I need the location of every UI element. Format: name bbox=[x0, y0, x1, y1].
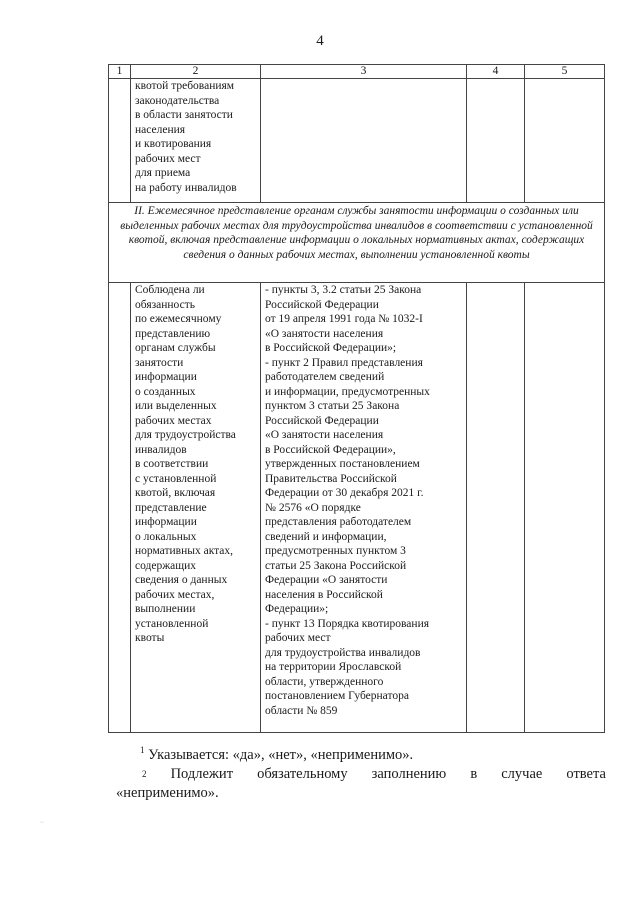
text-line: на работу инвалидов bbox=[135, 181, 237, 194]
text-line: Российской Федерации bbox=[265, 298, 379, 311]
text-line: рабочих местах bbox=[135, 414, 212, 427]
text-line: с установленной bbox=[135, 472, 217, 485]
text-line: от 19 апреля 1991 года № 1032-I bbox=[265, 313, 423, 325]
header-cell-5: 5 bbox=[525, 65, 605, 79]
text-line: населения в Российской bbox=[265, 588, 383, 601]
text-line: в соответствии bbox=[135, 458, 209, 470]
text-line: занятости bbox=[135, 356, 184, 369]
row1-col4 bbox=[467, 79, 525, 203]
text-line: представление bbox=[135, 501, 207, 514]
header-cell-1: 1 bbox=[109, 65, 131, 79]
text-line: обязанность bbox=[135, 298, 195, 311]
text-line: для приема bbox=[135, 167, 191, 179]
text-line: о созданных bbox=[135, 385, 196, 398]
text-line: № 2576 «О порядке bbox=[265, 501, 361, 514]
text-line: квоты bbox=[135, 632, 165, 644]
header-cell-2: 2 bbox=[131, 65, 261, 79]
row2-legal-basis bbox=[261, 283, 467, 733]
text-line: утвержденных постановлением bbox=[265, 458, 420, 470]
text-line: на территории Ярославской bbox=[265, 661, 402, 673]
text-line: рабочих мест bbox=[135, 152, 201, 165]
row2-answer-cell[interactable] bbox=[467, 283, 525, 733]
text-line: представления работодателем bbox=[265, 516, 412, 528]
text-line: инвалидов bbox=[135, 443, 187, 456]
text-line: Федерации»; bbox=[265, 603, 329, 615]
table-row bbox=[109, 283, 605, 733]
footnote-2-mark: 2 bbox=[142, 768, 147, 779]
text-line: Федерации «О занятости bbox=[265, 574, 388, 586]
header-cell-3: 3 bbox=[261, 65, 467, 79]
page-number: 4 bbox=[316, 33, 324, 49]
text-line: Российской Федерации bbox=[265, 414, 379, 427]
row2-question-text bbox=[135, 283, 256, 646]
text-line: органам службы bbox=[135, 342, 216, 354]
text-line: Федерации от 30 декабря 2021 г. bbox=[265, 487, 424, 499]
footnote-2-word: обязательному bbox=[257, 765, 348, 782]
footnote-2-word: заполнению bbox=[371, 765, 447, 782]
text-line: установленной bbox=[135, 617, 209, 630]
text-line: информации bbox=[135, 516, 197, 528]
text-line: - пункт 13 Порядка квотирования bbox=[265, 617, 430, 630]
text-line: законодательства bbox=[135, 94, 220, 107]
text-line: населения bbox=[135, 123, 186, 136]
footnote-1 bbox=[140, 741, 606, 765]
text-line: содержащих bbox=[135, 559, 197, 572]
margin-mark: ·· bbox=[40, 820, 44, 826]
text-line: или выделенных bbox=[135, 400, 217, 412]
footnote-1-mark: 1 bbox=[140, 745, 145, 755]
row1-col3 bbox=[261, 79, 467, 203]
text-line: статьи 25 Закона Российской bbox=[265, 559, 407, 572]
table-header-row bbox=[109, 65, 605, 79]
checklist-table bbox=[108, 64, 605, 733]
row1-question bbox=[131, 79, 261, 203]
footnotes bbox=[116, 741, 606, 803]
text-line: пунктом 3 статьи 25 Закона bbox=[265, 400, 400, 412]
text-line: о локальных bbox=[135, 530, 197, 543]
row1-col5 bbox=[525, 79, 605, 203]
text-line: рабочих мест bbox=[265, 632, 331, 644]
text-line: и квотирования bbox=[135, 138, 212, 150]
text-line: работодателем сведений bbox=[265, 371, 385, 383]
text-line: области № 859 bbox=[265, 704, 338, 717]
section-heading: II. Ежемесячное представление органам службы занятости информации о созданных или выделенных рабочих местах для трудоустройства инвалидов в соответствии с установленной квотой, включая представление информации о локальных нормативных актах, содержащих сведения о данных рабочих местах, выполнении установленной квоты bbox=[109, 203, 605, 283]
text-line: Соблюдена ли bbox=[135, 284, 205, 296]
row1-question-text bbox=[135, 79, 256, 195]
text-line: «О занятости населения bbox=[265, 327, 384, 340]
footnote-1-text: Указывается: «да», «нет», «неприменимо». bbox=[148, 746, 414, 763]
text-line: «О занятости населения bbox=[265, 429, 384, 441]
row2-question bbox=[131, 283, 261, 733]
text-line: - пункт 2 Правил представления bbox=[265, 356, 423, 369]
text-line: и информации, предусмотренных bbox=[265, 385, 430, 398]
header-cell-4: 4 bbox=[467, 65, 525, 79]
text-line: в Российской Федерации», bbox=[265, 443, 396, 456]
footnote-2-word: Подлежит bbox=[170, 765, 234, 782]
text-line: информации bbox=[135, 371, 197, 383]
text-line: области, утвержденного bbox=[265, 675, 384, 688]
text-line: квотой, включая bbox=[135, 487, 216, 499]
row2-legal-basis-text bbox=[265, 283, 462, 718]
text-line: представлению bbox=[135, 327, 211, 340]
text-line: для трудоустройства инвалидов bbox=[265, 646, 421, 659]
text-line: предусмотренных пунктом 3 bbox=[265, 545, 406, 557]
text-line: - пункты 3, 3.2 статьи 25 Закона bbox=[265, 284, 422, 296]
row1-col1 bbox=[109, 79, 131, 203]
text-line: в Российской Федерации»; bbox=[265, 342, 397, 354]
footnote-2-word: в bbox=[470, 765, 478, 782]
text-line: постановлением Губернатора bbox=[265, 690, 409, 702]
text-line: сведений и информации, bbox=[265, 530, 387, 543]
footnote-2 bbox=[142, 765, 606, 784]
text-line: выполнении bbox=[135, 603, 196, 615]
section-heading-row bbox=[109, 203, 605, 283]
footnote-2-word: ответа bbox=[566, 765, 606, 782]
text-line: в области занятости bbox=[135, 109, 233, 121]
row2-note-cell[interactable] bbox=[525, 283, 605, 733]
text-line: Правительства Российской bbox=[265, 472, 397, 485]
text-line: нормативных актах, bbox=[135, 545, 234, 557]
text-line: сведения о данных bbox=[135, 574, 228, 586]
text-line: по ежемесячному bbox=[135, 313, 222, 325]
row2-col1 bbox=[109, 283, 131, 733]
table-row bbox=[109, 79, 605, 203]
footnote-2-continuation: «неприменимо». bbox=[116, 784, 219, 801]
text-line: квотой требованиям bbox=[135, 80, 235, 92]
text-line: рабочих местах, bbox=[135, 588, 215, 601]
text-line: для трудоустройства bbox=[135, 429, 236, 441]
footnote-2-word: случае bbox=[501, 765, 543, 782]
